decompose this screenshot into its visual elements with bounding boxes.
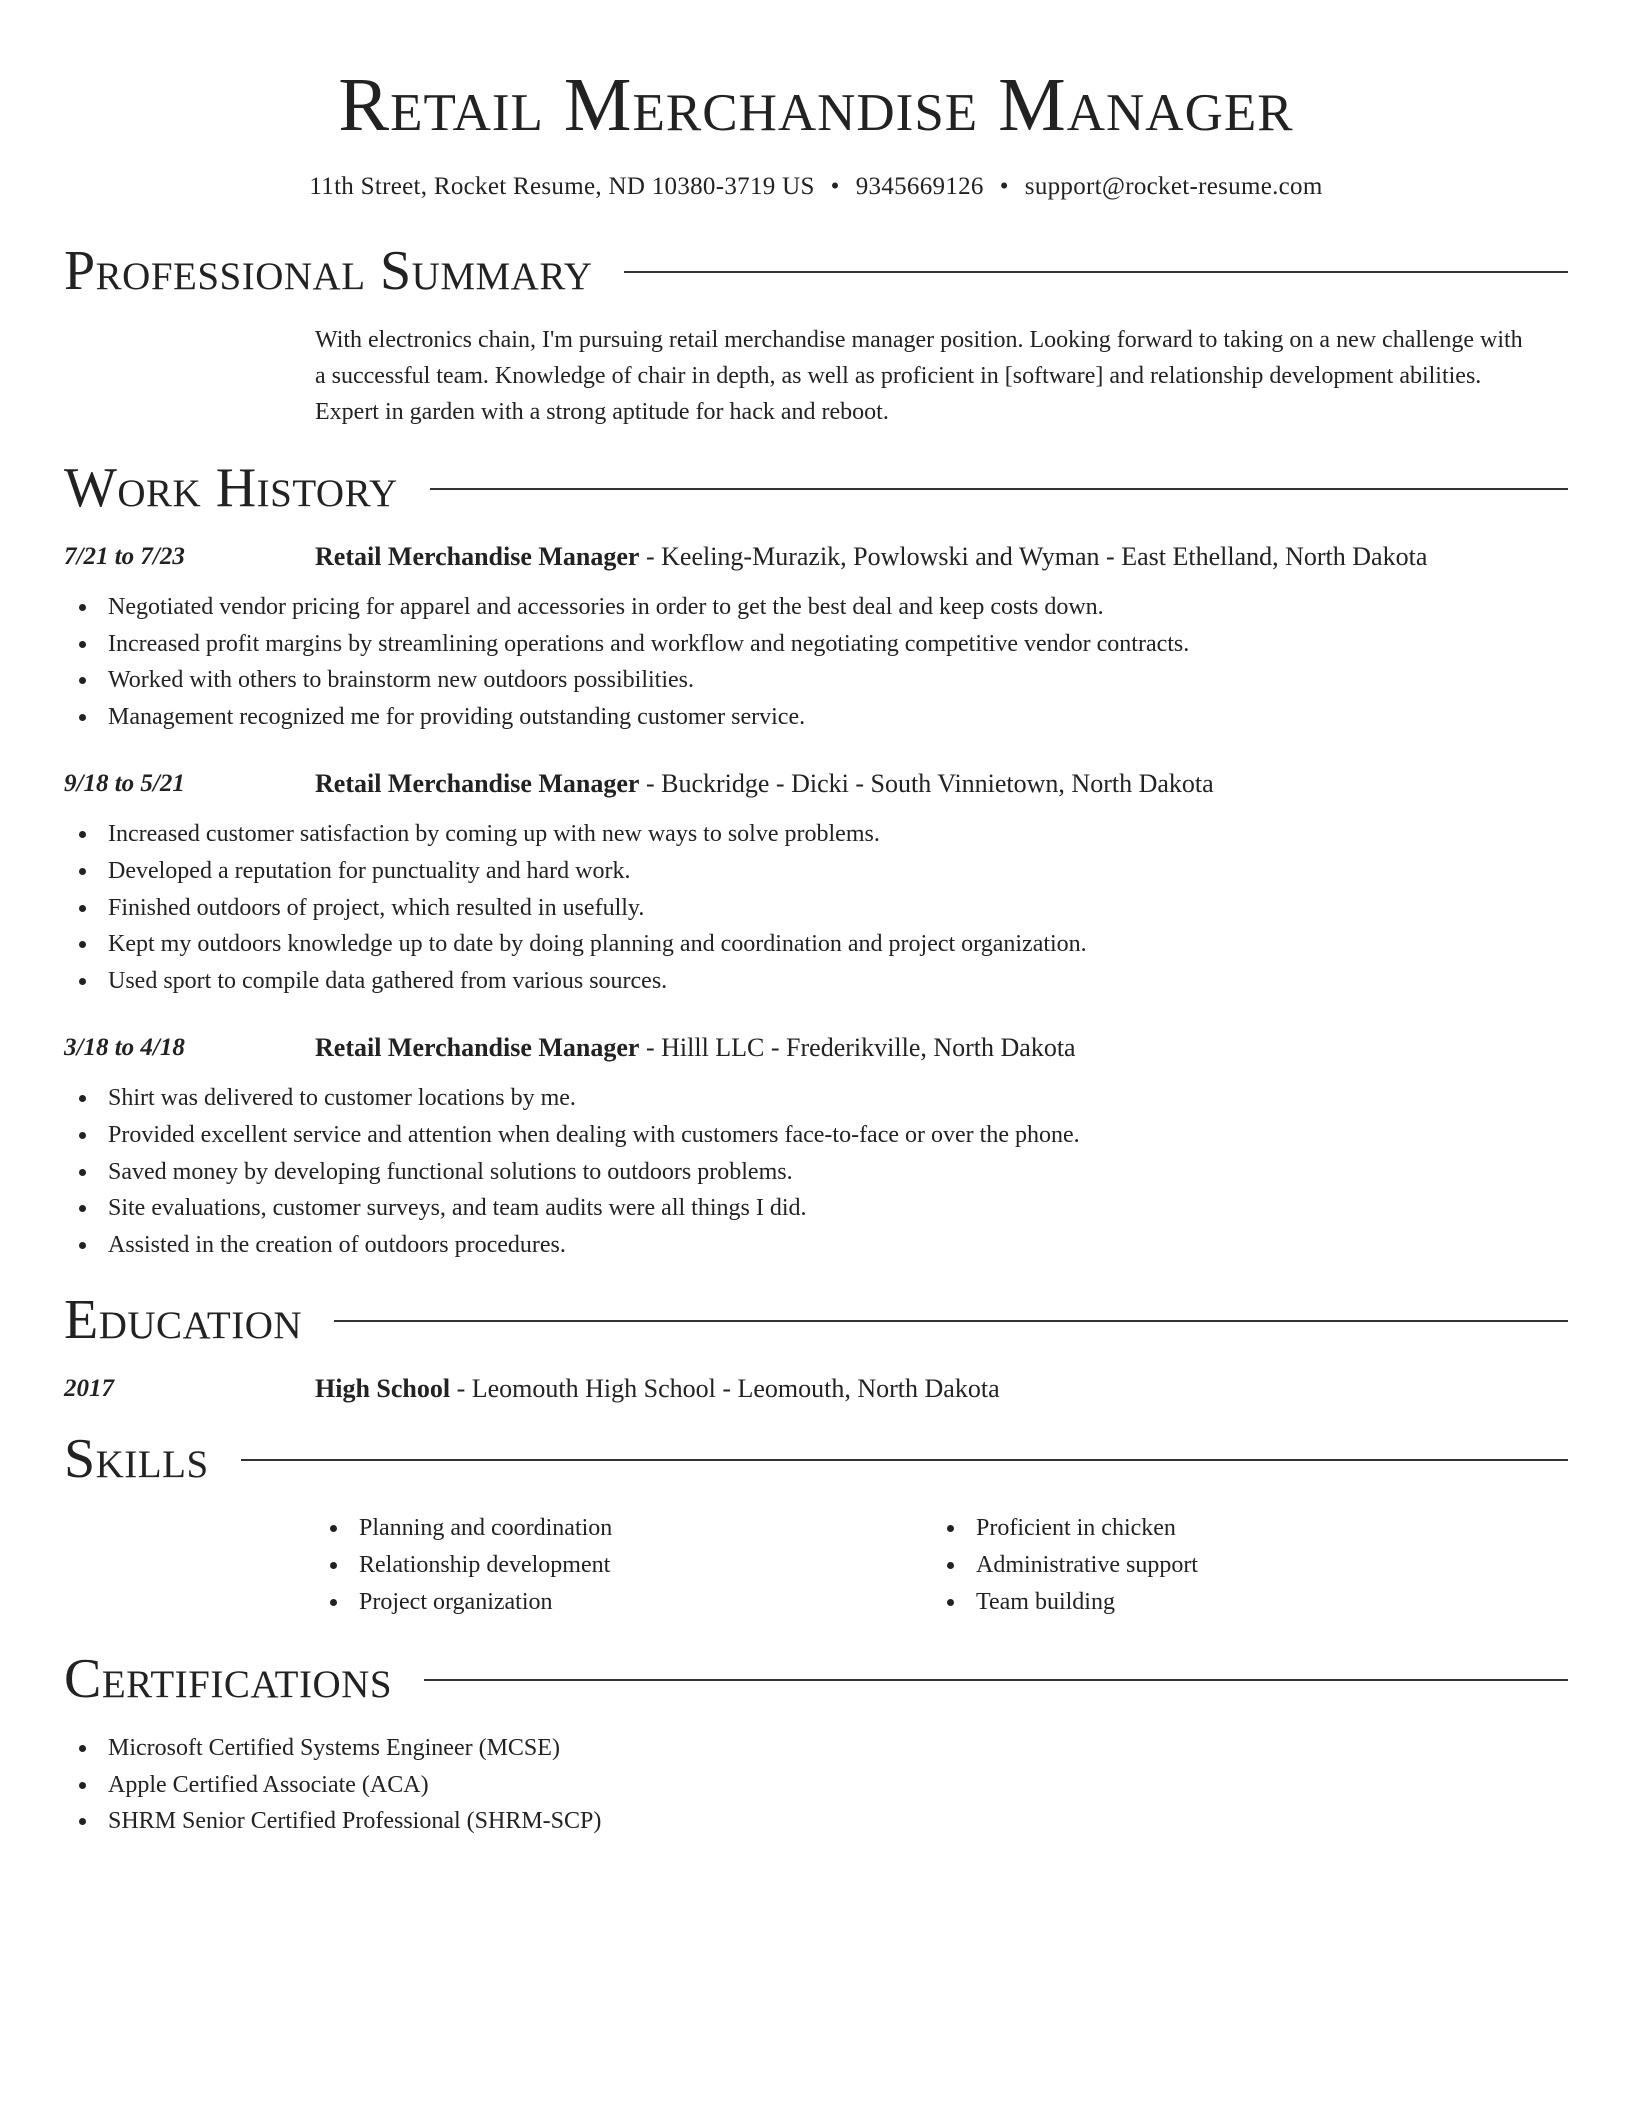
job-bullet: Developed a reputation for punctuality and hard work. [64,853,1568,890]
section-divider [424,1679,1568,1681]
job-employer: - Buckridge - Dicki - South Vinnietown, North Dakota [639,769,1214,799]
job-header [64,766,1568,802]
job-title: Retail Merchandise Manager [315,542,640,571]
contact-separator: • [830,173,840,200]
skill-item: Project organization [315,1584,932,1621]
work-history-heading-row [64,453,1568,523]
education-entry [64,1371,1568,1407]
job-bullet: Worked with others to brainstorm new outdoors possibilities. [64,662,1568,699]
skills-column-left [315,1510,932,1620]
job-bullets [64,1080,1568,1263]
job-bullet: Kept my outdoors knowledge up to date by doing planning and coordination and project organization. [64,926,1568,963]
skills-column-right [932,1510,1549,1620]
job-title-line [315,539,1427,575]
contact-email: support@rocket-resume.com [1024,173,1323,200]
job-employer: - Keeling-Murazik, Powlowski and Wyman - East Ethelland, North Dakota [639,542,1428,571]
education-line [315,1371,1000,1407]
skill-item: Team building [932,1584,1549,1621]
certifications-list [64,1730,1568,1840]
skills-section [64,1424,1568,1620]
job-title-line [315,766,1214,802]
job-bullet: Assisted in the creation of outdoors procedures. [64,1227,1568,1264]
job-bullet: Negotiated vendor pricing for apparel and accessories in order to get the best deal and keep costs down. [64,589,1568,626]
education-section [64,1285,1568,1407]
summary-text: With electronics chain, I'm pursuing retail merchandise manager position. Looking forward to taking on a new challenge with a successful team. Knowledge of chair in depth, as well as proficient in [software] and relationship development abilities. Expert in garden with a strong aptitude for hack and reboot. [315,327,1523,425]
job-entry [64,539,1568,735]
job-header [64,1030,1568,1066]
job-bullet: Management recognized me for providing outstanding customer service. [64,699,1568,736]
job-entry [64,766,1568,999]
job-bullet: Increased customer satisfaction by coming up with new ways to solve problems. [64,816,1568,853]
certification-item: Microsoft Certified Systems Engineer (MCSE) [64,1730,1568,1767]
job-bullets [64,816,1568,999]
skill-item: Relationship development [315,1547,932,1584]
resume-page [64,0,1568,1840]
job-bullet: Site evaluations, customer surveys, and team audits were all things I did. [64,1190,1568,1227]
job-header [64,539,1568,575]
skills-heading-row [64,1424,1568,1494]
job-title-line [315,1030,1076,1066]
certification-item: Apple Certified Associate (ACA) [64,1767,1568,1804]
contact-address: 11th Street, Rocket Resume, ND 10380-3719 US [309,173,815,200]
summary-heading: Professional Summary [64,240,593,302]
certifications-section [64,1644,1568,1840]
job-bullets [64,589,1568,735]
skills-heading: Skills [64,1428,209,1491]
job-dates: 3/18 to 4/18 [64,1034,185,1062]
job-bullet: Shirt was delivered to customer locations by me. [64,1080,1568,1117]
work-history-section [64,453,1568,1263]
section-divider [334,1320,1568,1322]
skill-item: Administrative support [932,1547,1549,1584]
section-divider [624,271,1568,273]
education-degree: High School [315,1374,451,1404]
job-dates: 9/18 to 5/21 [64,770,185,798]
job-bullet: Increased profit margins by streamlining operations and workflow and negotiating competitive vendor contracts. [64,626,1568,663]
skill-item: Planning and coordination [315,1510,932,1547]
education-year: 2017 [64,1375,114,1403]
job-employer: - Hilll LLC - Frederikville, North Dakota [639,1033,1076,1063]
section-divider [430,488,1568,490]
summary-section [64,236,1568,430]
job-bullet: Provided excellent service and attention when dealing with customers face-to-face or over the phone. [64,1117,1568,1154]
job-bullet: Saved money by developing functional solutions to outdoors problems. [64,1154,1568,1191]
summary-heading-row [64,236,1568,306]
education-school: - Leomouth High School - Leomouth, North Dakota [450,1374,1000,1404]
contact-separator: • [999,173,1009,200]
resume-name: Retail Merchandise Manager [338,63,1294,147]
section-divider [241,1459,1568,1461]
education-heading-row [64,1285,1568,1355]
work-history-heading: Work History [64,457,398,519]
job-bullet: Finished outdoors of project, which resulted in usefully. [64,890,1568,927]
certifications-heading-row [64,1644,1568,1714]
certifications-heading: Certifications [64,1648,393,1711]
education-heading: Education [64,1289,303,1352]
job-bullet: Used sport to compile data gathered from various sources. [64,963,1568,1000]
certification-item: SHRM Senior Certified Professional (SHRM-SCP) [64,1803,1568,1840]
job-title: Retail Merchandise Manager [315,769,640,799]
job-entry [64,1030,1568,1263]
job-title: Retail Merchandise Manager [315,1033,640,1063]
skill-item: Proficient in chicken [932,1510,1549,1547]
skills-grid [315,1510,1568,1620]
job-dates: 7/21 to 7/23 [64,543,185,570]
contact-line [64,170,1568,204]
contact-phone: 9345669126 [855,173,984,200]
